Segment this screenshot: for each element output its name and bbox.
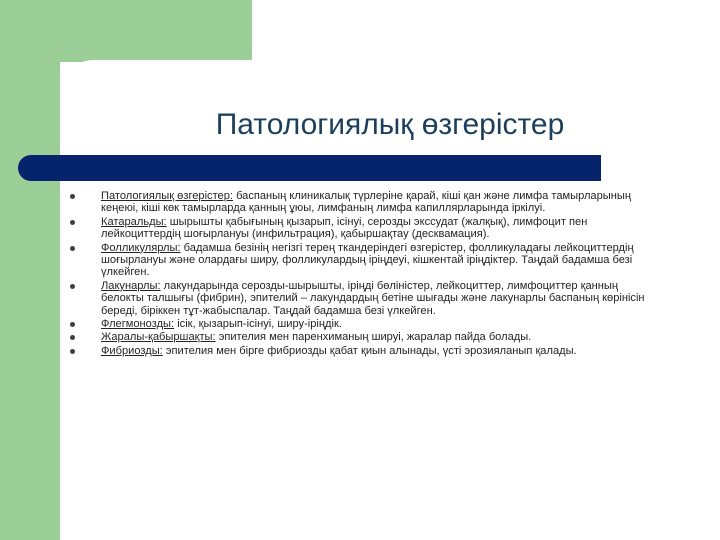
bullet-item-catarrhal bbox=[70, 216, 662, 241]
bullet-item-lacunar bbox=[70, 280, 662, 317]
bullet-dot-icon bbox=[70, 220, 75, 225]
bullet-text: баспаның клиникалық түрлеріне қарай, кіші қан және лимфа тамырларының кеңеюі, кіші көк тамырларда қанның ұюы, лимфаның лимфа капиллярларында іркілуі. bbox=[101, 190, 631, 215]
bullet-term: Катаральды: bbox=[101, 215, 167, 228]
slide-title: Патологиялық өзгерістер bbox=[215, 108, 565, 141]
bullet-term: Флегмонозды: bbox=[101, 318, 175, 331]
bullet-item-ulcerative bbox=[70, 331, 662, 343]
bullet-dot-icon bbox=[70, 349, 75, 354]
green-left-band bbox=[0, 0, 60, 540]
bullet-text: шырышты қабығының қызарып, ісінуі, серозды экссудат (жалқық), лимфоцит пен лейкоциттердің шоғырлануы (инфильтрация), қабыршақтау (десквамация). bbox=[101, 215, 588, 241]
bullet-text: лакундарында серозды-шырышты, ірің‍ді бөліністер, лейкоциттер, лимфоцит‍тер қанның белокты талшығы (фибрин), эпителий – лакундардың бетіне шығады және лакунарлы баспаның көрінісін береді, біріккен тұт-жабыспалар. Таңдай бадамша безі үлкейген. bbox=[101, 279, 645, 317]
bullet-text: эпителия мен бірге фибриозды қабат қиын алынады, үсті эрозияланып қалады. bbox=[162, 344, 577, 357]
bullet-dot-icon bbox=[70, 284, 75, 289]
bullet-term: Лакунарлы: bbox=[101, 279, 161, 292]
bullet-text: ісік, қызарып-ісінуі, ширу-іріңдік. bbox=[174, 318, 342, 331]
bullet-term: Жаралы-қабыршақты: bbox=[101, 331, 216, 344]
bullet-item-pathological-changes bbox=[70, 190, 662, 215]
bullet-term: Патологиялық өзгерістер: bbox=[101, 190, 233, 202]
bullet-list bbox=[70, 190, 662, 357]
bullet-item-follicular bbox=[70, 242, 662, 279]
bullet-text: эпителия мен паренхиманың шируі, жаралар пайда болады. bbox=[215, 331, 532, 344]
bullet-item-fibrinous bbox=[70, 345, 662, 357]
bullet-dot-icon bbox=[70, 246, 75, 251]
bullet-dot-icon bbox=[70, 194, 75, 199]
bullet-text: бадамша безінің негізгі терең ткандеріндегі өзгерістер, фолликуладағы лейкоциттердің шоғырлануы және олардағы ширу, фолликулардың іріңдеуі, кішкентай іріңдіктер. Таңдай бадамша безі үлкейген. bbox=[101, 241, 634, 279]
bullet-dot-icon bbox=[70, 335, 75, 340]
bullet-dot-icon bbox=[70, 322, 75, 327]
bullet-item-phlegmonous bbox=[70, 318, 662, 330]
bullet-term: Фибриозды: bbox=[101, 344, 163, 357]
title-divider-bar bbox=[18, 155, 601, 181]
bullet-term: Фолликулярлы: bbox=[101, 241, 181, 254]
